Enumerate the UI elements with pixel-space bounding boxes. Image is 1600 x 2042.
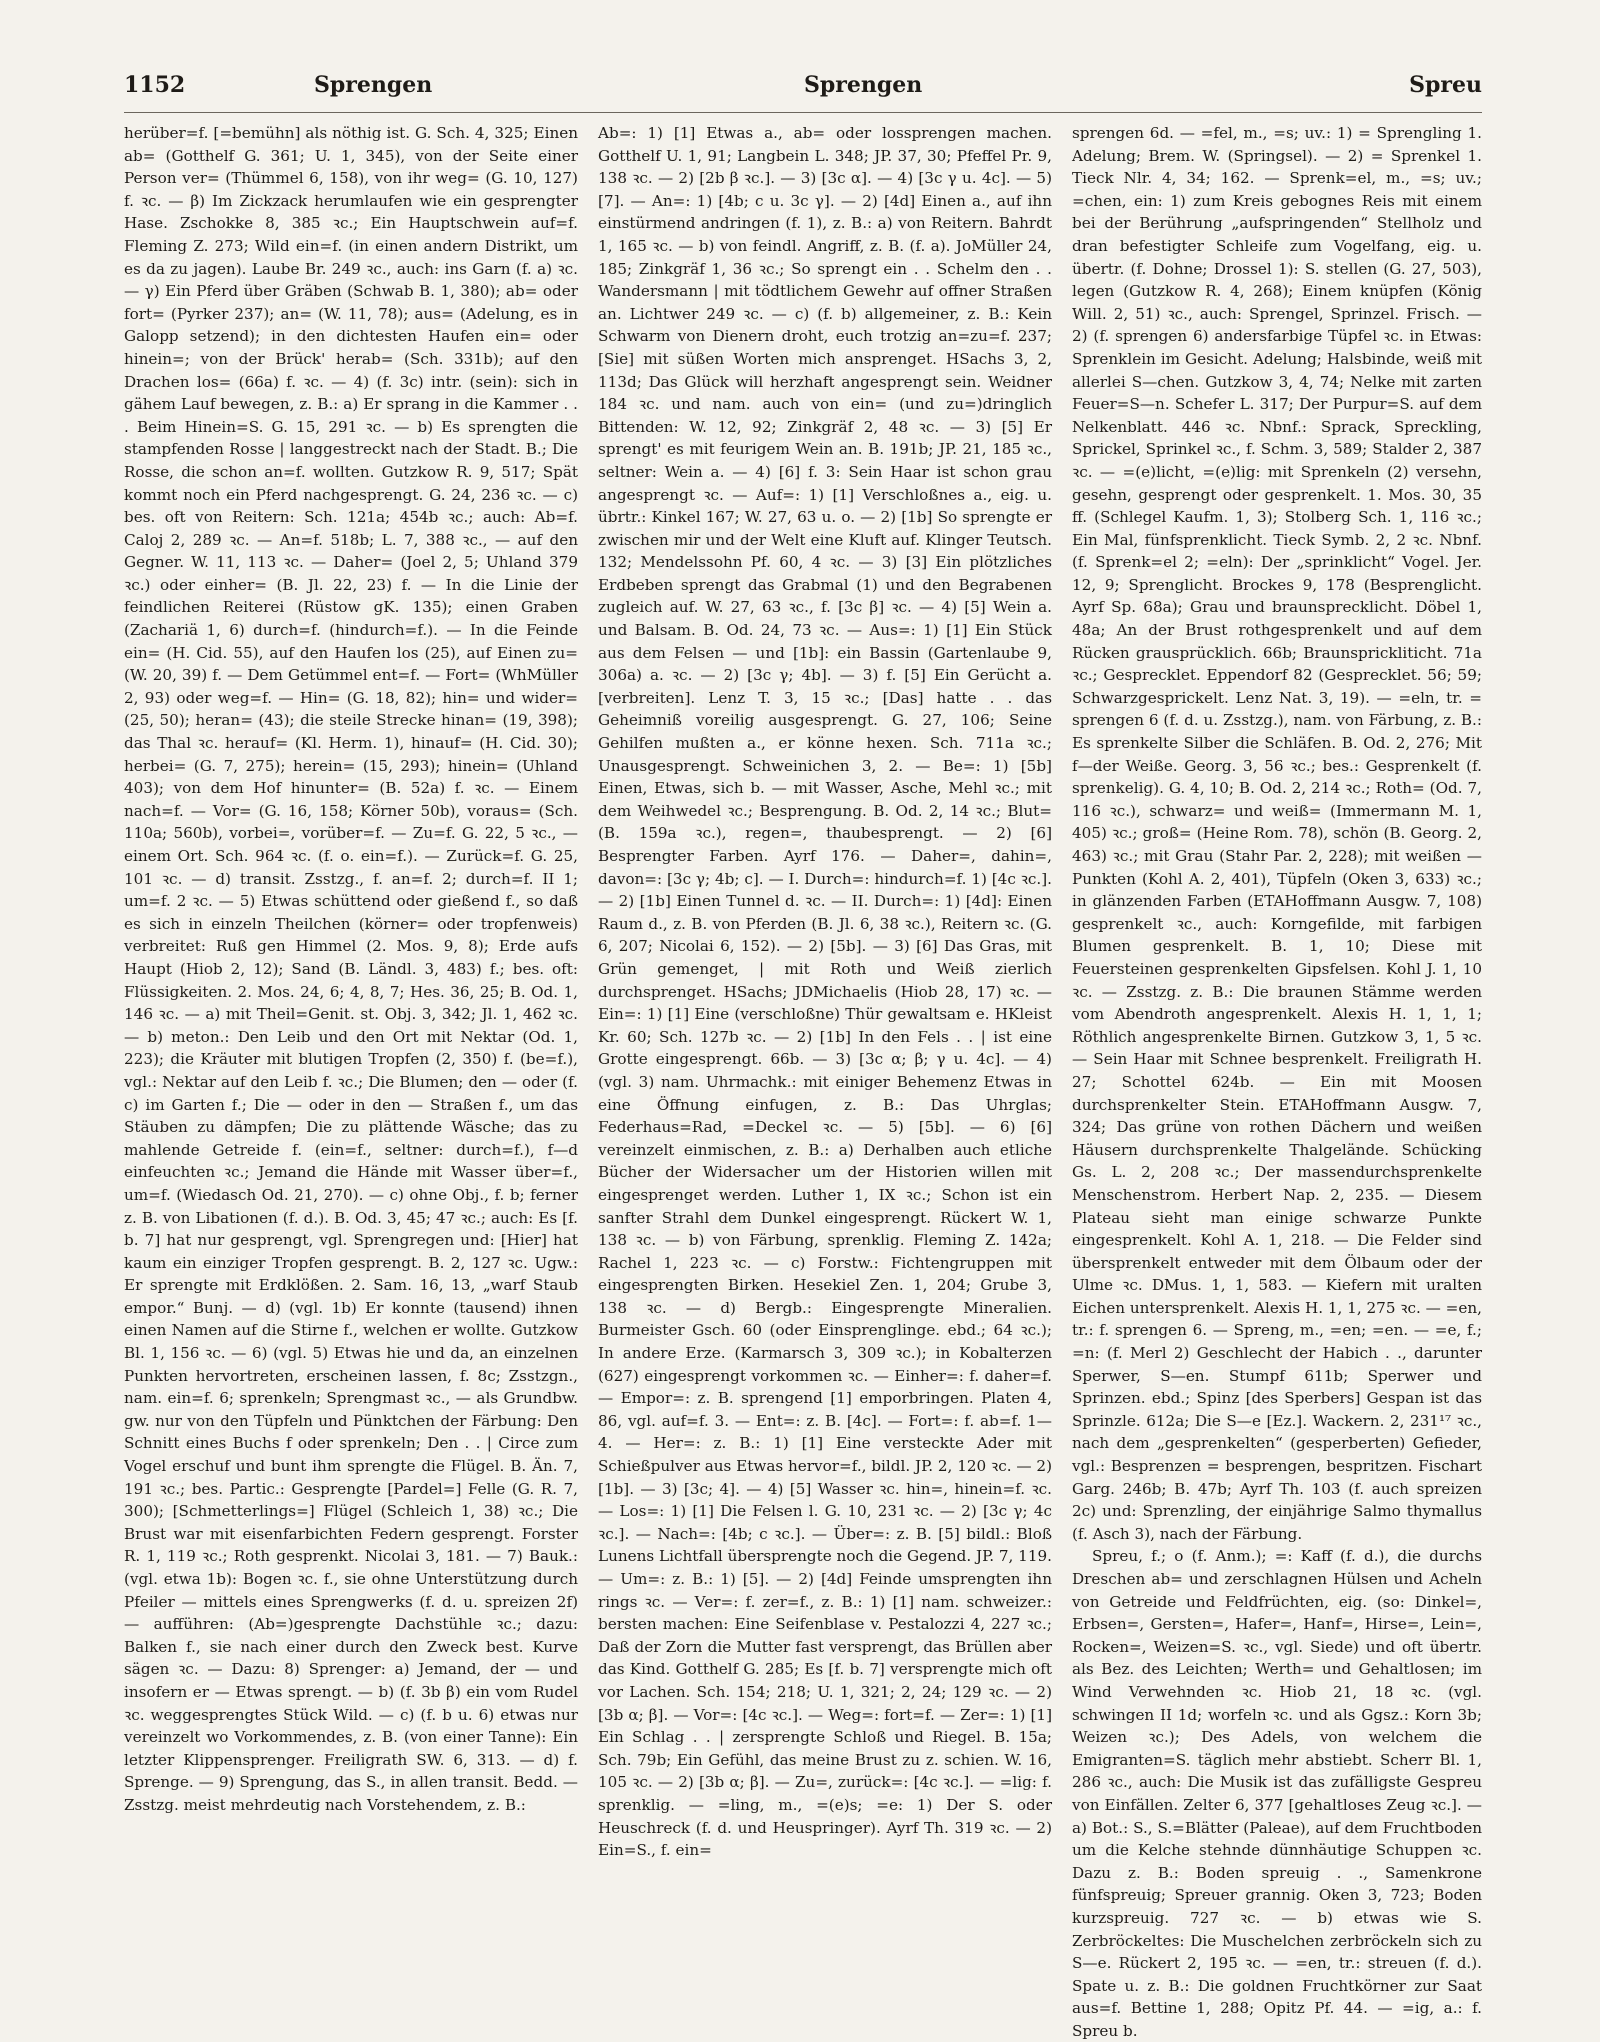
text-column-3	[1072, 122, 1483, 2040]
header-left-catchword: Sprengen	[314, 72, 433, 98]
entry-paragraph: herüber=f. [=bemühn] als nöthig ist. G. Sch. 4, 325; Einen ab= (Gotthelf G. 361; U. 1, 345), von der Seite einer Person ver= (Thümmel 6, 158), von ihr weg= (G. 10, 127) f. ꝛc. — β) Im Zickzack herumlaufen wie ein gesprengter Hase. Zschokke 8, 385 ꝛc.; Ein Hauptschwein auf=f. Fleming Z. 273; Wild ein=f. (in einen andern Distrikt, um es da zu jagen). Laube Br. 249 ꝛc., auch: ins Garn (f. a) ꝛc. — γ) Ein Pferd über Gräben (Schwab B. 1, 380); ab= oder fort= (Pyrker 237); an= (W. 11, 78); aus= (Adelung, es in Galopp setzend); in den dichtesten Haufen ein= oder hinein=; von der Brück' herab= (Sch. 331b); auf den Drachen los= (66a) f. ꝛc. — 4) (f. 3c) intr. (sein): sich in gähem Lauf bewegen, z. B.: a) Er sprang in die Kammer . . . Beim Hinein=S. G. 15, 291 ꝛc. — b) Es sprengten die stampfenden Rosse | langgestreckt nach der Stadt. B.; Die Rosse, die schon an=f. wollten. Gutzkow R. 9, 517; Spät kommt noch ein Pferd nachgesprengt. G. 24, 236 ꝛc. — c) bes. oft von Reitern: Sch. 121a; 454b ꝛc.; auch: Ab=f. Caloj 2, 289 ꝛc. — An=f. 518b; L. 7, 388 ꝛc., — auf den Gegner. W. 11, 113 ꝛc. — Daher= (Joel 2, 5; Uhland 379 ꝛc.) oder einher= (B. Jl. 22, 23) f. — In die Linie der feindlichen Reiterei (Rüstow gK. 135); einen Graben (Zachariä 1, 6) durch=f. (hindurch=f.). — In die Feinde ein= (H. Cid. 55), auf den Haufen los (25), auf Einen zu= (W. 20, 39) f. — Dem Getümmel ent=f. — Fort= (WhMüller 2, 93) oder weg=f. — Hin= (G. 18, 82); hin= und wider= (25, 50); heran= (43); die steile Strecke hinan= (19, 398); das Thal ꝛc. herauf= (Kl. Herm. 1), hinauf= (H. Cid. 30); herbei= (G. 7, 275); herein= (15, 293); hinein= (Uhland 403); von dem Hof hinunter= (B. 52a) f. ꝛc. — Einem nach=f. — Vor= (G. 16, 158; Körner 50b), voraus= (Sch. 110a; 560b), vorbei=, vorüber=f. — Zu=f. G. 22, 5 ꝛc., — einem Ort. Sch. 964 ꝛc. (f. o. ein=f.). — Zurück=f. G. 25, 101 ꝛc. — d) transit. Zsstzg., f. an=f. 2; durch=f. II 1; um=f. 2 ꝛc. — 5) Etwas schüttend oder gießend f., so daß es sich in einzeln Theilchen (körner= oder tropfenweis) verbreitet: Ruß gen Himmel (2. Mos. 9, 8); Erde aufs Haupt (Hiob 2, 12); Sand (B. Ländl. 3, 483) f.; bes. oft: Flüssigkeiten. 2. Mos. 24, 6; 4, 8, 7; Hes. 36, 25; B. Od. 1, 146 ꝛc. — a) mit Theil=Genit. st. Obj. 3, 342; Jl. 1, 462 ꝛc. — b) meton.: Den Leib und den Ort mit Nektar (Od. 1, 223); die Kräuter mit blutigen Tropfen (2, 350) f. (be=f.), vgl.: Nektar auf den Leib f. ꝛc.; Die Blumen; den — oder (f. c) im Garten f.; Die — oder in den — Straßen f., um das Stäuben zu dämpfen; Die zu plättende Wäsche; das zu mahlende Getreide f. (ein=f., seltner: durch=f.), f—d einfeuchten ꝛc.; Jemand die Hände mit Wasser über=f., um=f. (Wiedasch Od. 21, 270). — c) ohne Obj., f. b; ferner z. B. von Libationen (f. d.). B. Od. 3, 45; 47 ꝛc.; auch: Es [f. b. 7] hat nur gesprengt, vgl. Sprengregen und: [Hier] hat kaum ein einziger Tropfen gesprengt. B. 2, 127 ꝛc. Ugw.: Er sprengte mit Erdklößen. 2. Sam. 16, 13, „warf Staub empor.“ Bunj. — d) (vgl. 1b) Er konnte (tausend) ihnen einen Namen auf die Stirne f., welchen er wollte. Gutzkow Bl. 1, 156 ꝛc. — 6) (vgl. 5) Etwas hie und da, an einzelnen Punkten hervortreten, erscheinen lassen, f. 8c; Zsstzgn., nam. ein=f. 6; sprenkeln; Sprengmast ꝛc., — als Grundbw. gw. nur von den Tüpfeln und Pünktchen der Färbung: Den Schnitt eines Buchs f oder sprenkeln; Den . . | Circe zum Vogel erschuf und bunt ihm sprengte die Flügel. B. Än. 7, 191 ꝛc.; bes. Partic.: Gesprengte [Pardel=] Felle (G. R. 7, 300); [Schmetterlings=] Flügel (Schleich 1, 38) ꝛc.; Die Brust war mit eisenfarbichten Federn gesprengt. Forster R. 1, 119 ꝛc.; Roth gesprenkt. Nicolai 3, 181. — 7) Bauk.: (vgl. etwa 1b): Bogen ꝛc. f., sie ohne Unterstützung durch Pfeiler — mittels eines Sprengwerks (f. d. u. spreizen 2f) — aufführen: (Ab=)gesprengte Dachstühle ꝛc.; dazu: Balken f., sie nach einer durch den Zweck best. Kurve sägen ꝛc. — Dazu: 8) Sprenger: a) Jemand, der — und insofern er — Etwas sprengt. — b) (f. 3b β) ein vom Rudel ꝛc. weggesprengtes Stück Wild. — c) (f. b u. 6) etwas nur vereinzelt wo Vorkommendes, z. B. (von einer Tanne): Ein letzter Klippensprenger. Freiligrath SW. 6, 313. — d) f. Sprenge. — 9) Sprengung, das S., in allen transit. Bedd. — Zsstzg. meist mehrdeutig nach Vorstehendem, z. B.:	[124, 124, 578, 1814]
header-right-catchword: Spreu	[1409, 72, 1482, 98]
header-rule	[124, 112, 1482, 113]
text-column-1	[124, 122, 578, 2002]
entry-paragraph: sprengen 6d. — =fel, m., =s; uv.: 1) = Sprengling 1. Adelung; Brem. W. (Springsel). — 2) = Sprenkel 1. Tieck Nlr. 4, 34; 162. — Sprenk=el, m., =s; uv.; =chen, ein: 1) zum Kreis gebognes Reis mit einem bei der Berührung „aufspringenden“ Stellholz und dran befestigter Schleife zum Vogelfang, eig. u. übertr. (f. Dohne; Drossel 1): S. stellen (G. 27, 503), legen (Gutzkow R. 4, 268); Einem knüpfen (König Will. 2, 51) ꝛc., auch: Sprengel, Sprinzel. Frisch. — 2) (f. sprengen 6) andersfarbige Tüpfel ꝛc. in Etwas: Sprenklein im Gesicht. Adelung; Halsbinde, weiß mit allerlei S—chen. Gutzkow 3, 4, 74; Nelke mit zarten Feuer=S—n. Schefer L. 317; Der Purpur=S. auf dem Nelkenblatt. 446 ꝛc. Nbnf.: Sprack, Spreckling, Sprickel, Sprinkel ꝛc., f. Schm. 3, 589; Stalder 2, 387 ꝛc. — =(e)licht, =(e)lig: mit Sprenkeln (2) versehn, gesehn, gesprengt oder gesprenkelt. 1. Mos. 30, 35 ff. (Schlegel Kaufm. 1, 3); Stolberg Sch. 1, 116 ꝛc.; Ein Mal, fünfsprenklicht. Tieck Symb. 2, 2 ꝛc. Nbnf. (f. Sprenk=el 2; =eln): Der „sprinklicht“ Vogel. Jer. 12, 9; Sprenglicht. Brockes 9, 178 (Besprenglicht. Ayrf Sp. 68a); Grau und braunsprecklicht. Döbel 1, 48a; An der Brust rothgesprenkelt und auf dem Rücken grausprücklich. 66b; Braunsprickliticht. 71a ꝛc.; Gesprecklet. Eppendorf 82 (Gesprecklet. 56; 59; Schwarzgesprickelt. Lenz Nat. 3, 19). — =eln, tr. = sprengen 6 (f. d. u. Zsstzg.), nam. von Färbung, z. B.: Es sprenkelte Silber die Schläfen. B. Od. 2, 276; Mit f—der Weiße. Georg. 3, 56 ꝛc.; bes.: Gesprenkelt (f. sprenkelig). G. 4, 10; B. Od. 2, 214 ꝛc.; Roth= (Od. 7, 116 ꝛc.), schwarz= und weiß= (Immermann M. 1, 405) ꝛc.; groß= (Heine Rom. 78), schön (B. Georg. 2, 463) ꝛc.; mit Grau (Stahr Par. 2, 228); mit weißen — Punkten (Kohl A. 2, 401), Tüpfeln (Oken 3, 633) ꝛc.; in glänzenden Farben (ETAHoffmann Ausgw. 7, 108) gesprenkelt ꝛc., auch: Korngefilde, mit farbigen Blumen gesprenkelt. B. 1, 10; Diese mit Feuersteinen gesprenkelten Gipsfelsen. Kohl J. 1, 10 ꝛc. — Zsstzg. z. B.: Die braunen Stämme werden vom Abendroth angesprenkelt. Alexis H. 1, 1, 1; Röthlich angesprenkelte Birnen. Gutzkow 3, 1, 5 ꝛc. — Sein Haar mit Schnee besprenkelt. Freiligrath H. 27; Schottel 624b. — Ein mit Moosen durchsprenkelter Stein. ETAHoffmann Ausgw. 7, 324; Das grüne von rothen Dächern und weißen Häusern durchsprenkelte Thalgelände. Schücking Gs. L. 2, 208 ꝛc.; Der massendurchsprenkelte Menschenstrom. Herbert Nap. 2, 235. — Diesem Plateau sieht man einige schwarze Punkte eingesprenkelt. Kohl A. 1, 218. — Die Felder sind übersprenkelt entweder mit dem Ölbaum oder der Ulme ꝛc. DMus. 1, 1, 583. — Kiefern mit uralten Eichen untersprenkelt. Alexis H. 1, 1, 275 ꝛc. — =en, tr.: f. sprengen 6. — Spreng, m., =en; =en. — =e, f.; =n: (f. Merl 2) Geschlecht der Habich . ., darunter Sperwer, S—en. Stumpf 611b; Sperwer und Sprinzen. ebd.; Spinz [des Sperbers] Gespan ist das Sprinzle. 612a; Die S—e [Ez.]. Wackern. 2, 231¹⁷ ꝛc., nach dem „gesprenkelten“ (gesperberten) Gefieder, vgl.: Besprenzen = besprengen, bespritzen. Fischart Garg. 246b; B. 47b; Ayrf Th. 103 (f. auch spreizen 2c) und: Sprenzling, der einjährige Salmo thymallus (f. Asch 3), nach der Färbung.	[1072, 124, 1483, 1543]
entry-paragraph: Ab=: 1) [1] Etwas a., ab= oder lossprengen machen. Gotthelf U. 1, 91; Langbein L. 348; JP. 37, 30; Pfeffel Pr. 9, 138 ꝛc. — 2) [2b β ꝛc.]. — 3) [3c α]. — 4) [3c γ u. 4c]. — 5) [7]. — An=: 1) [4b; c u. 3c γ]. — 2) [4d] Einen a., auf ihn einstürmend andringen (f. 1), z. B.: a) von Reitern. Bahrdt 1, 165 ꝛc. — b) von feindl. Angriff, z. B. (f. a). JoMüller 24, 185; Zinkgräf 1, 36 ꝛc.; So sprengt ein . . Schelm den . . Wandersmann | mit tödtlichem Gewehr auf offner Straßen an. Lichtwer 249 ꝛc. — c) (f. b) allgemeiner, z. B.: Kein Schwarm von Dienern droht, euch trotzig an=zu=f. 237; [Sie] mit süßen Worten mich ansprenget. HSachs 3, 2, 113d; Das Glück will herzhaft angesprengt sein. Weidner 184 ꝛc. und nam. auch von ein= (und zu=)dringlich Bittenden: W. 12, 92; Zinkgräf 2, 48 ꝛc. — 3) [5] Er sprengt' es mit feurigem Wein an. B. 191b; JP. 21, 185 ꝛc., seltner: Wein a. — 4) [6] f. 3: Sein Haar ist schon grau angesprengt ꝛc. — Auf=: 1) [1] Verschloßnes a., eig. u. übrtr.: Kinkel 167; W. 27, 63 u. o. — 2) [1b] So sprengte er zwischen mir und der Welt eine Kluft auf. Klinger Teutsch. 132; Mendelssohn Pf. 60, 4 ꝛc. — 3) [3] Ein plötzliches Erdbeben sprengt das Grabmal (1) und den Begrabenen zugleich auf. W. 27, 63 ꝛc., f. [3c β] ꝛc. — 4) [5] Wein a. und Balsam. B. Od. 24, 73 ꝛc. — Aus=: 1) [1] Ein Stück aus dem Felsen — und [1b]: ein Bassin (Gartenlaube 9, 306a) a. ꝛc. — 2) [3c γ; 4b]. — 3) f. [5] Ein Gerücht a. [verbreiten]. Lenz T. 3, 15 ꝛc.; [Das] hatte . . das Geheimniß voreilig ausgesprengt. G. 27, 106; Seine Gehilfen mußten a., er könne hexen. Sch. 711a ꝛc.; Unausgesprengt. Schweinichen 3, 2. — Be=: 1) [5b] Einen, Etwas, sich b. — mit Wasser, Asche, Mehl ꝛc.; mit dem Weihwedel ꝛc.; Besprengung. B. Od. 2, 14 ꝛc.; Blut= (B. 159a ꝛc.), regen=, thaubesprengt. — 2) [6] Besprengter Farben. Ayrf 176. — Daher=, dahin=, davon=: [3c γ; 4b; c]. — I. Durch=: hindurch=f. 1) [4c ꝛc.]. — 2) [1b] Einen Tunnel d. ꝛc. — II. Durch=: 1) [4d]: Einen Raum d., z. B. von Pferden (B. Jl. 6, 38 ꝛc.), Reitern ꝛc. (G. 6, 207; Nicolai 6, 152). — 2) [5b]. — 3) [6] Das Gras, mit Grün gemenget, | mit Roth und Weiß zierlich durchsprenget. HSachs; JDMichaelis (Hiob 28, 17) ꝛc. — Ein=: 1) [1] Eine (verschloßne) Thür gewaltsam e. HKleist Kr. 60; Sch. 127b ꝛc. — 2) [1b] In den Fels . . | ist eine Grotte eingesprengt. 66b. — 3) [3c α; β; γ u. 4c]. — 4) (vgl. 3) nam. Uhrmachk.: mit einiger Behemenz Etwas in eine Öffnung einfugen, z. B.: Das Uhrglas; Federhaus=Rad, =Deckel ꝛc. — 5) [5b]. — 6) [6] vereinzelt einmischen, z. B.: a) Derhalben auch etliche Bücher der Widersacher um der Historien willen mit eingesprenget werden. Luther 1, IX ꝛc.; Schon ist ein sanfter Strahl dem Dunkel eingesprengt. Rückert W. 1, 138 ꝛc. — b) von Färbung, sprenklig. Fleming Z. 142a; Rachel 1, 223 ꝛc. — c) Forstw.: Fichtengruppen mit eingesprengten Birken. Hesekiel Zen. 1, 204; Grube 3, 138 ꝛc. — d) Bergb.: Eingesprengte Mineralien. Burmeister Gsch. 60 (oder Einsprenglinge. ebd.; 64 ꝛc.); In andere Erze. (Karmarsch 3, 309 ꝛc.); in Kobalterzen (627) eingesprengt vorkommen ꝛc. — Einher=: f. daher=f. — Empor=: z. B. sprengend [1] emporbringen. Platen 4, 86, vgl. auf=f. 3. — Ent=: z. B. [4c]. — Fort=: f. ab=f. 1—4. — Her=: z. B.: 1) [1] Eine versteckte Ader mit Schießpulver aus Etwas hervor=f., bildl. JP. 2, 120 ꝛc. — 2) [1b]. — 3) [3c; 4]. — 4) [5] Wasser ꝛc. hin=, hinein=f. ꝛc. — Los=: 1) [1] Die Felsen l. G. 10, 231 ꝛc. — 2) [3c γ; 4c ꝛc.]. — Nach=: [4b; c ꝛc.]. — Über=: z. B. [5] bildl.: Bloß Lunens Lichtfall übersprengte noch die Gegend. JP. 7, 119. — Um=: z. B.: 1) [5]. — 2) [4d] Feinde umsprengten ihn rings ꝛc. — Ver=: f. zer=f., z. B.: 1) [1] nam. schweizer.: bersten machen: Eine Seifenblase v. Pestalozzi 4, 227 ꝛc.; Daß der Zorn die Mutter fast versprengt, das Brüllen aber das Kind. Gotthelf G. 285; Es [f. b. 7] versprengte mich oft vor Lachen. Sch. 154; 218; U. 1, 321; 2, 24; 129 ꝛc. — 2) [3b α; β]. — Vor=: [4c ꝛc.]. — Weg=: fort=f. — Zer=: 1) [1] Ein Schlag . . | zersprengte Schloß und Riegel. B. 15a; Sch. 79b; Ein Gefühl, das meine Brust zu z. schien. W. 16, 105 ꝛc. — 2) [3b α; β]. — Zu=, zurück=: [4c ꝛc.]. — =lig: f. sprenklig. — =ling, m., =(e)s; =e: 1) Der S. oder Heuschreck (f. d. und Heuspringer). Ayrf Th. 319 ꝛc. — 2) Ein=S., f. ein=	[598, 124, 1052, 1860]
header-center-catchword: Sprengen	[804, 72, 923, 98]
page-number: 1152	[124, 72, 186, 98]
text-column-2	[598, 122, 1052, 2002]
running-header	[124, 72, 1482, 112]
entry-spreu: Spreu, f.; o (f. Anm.); =: Kaff (f. d.), die durchs Dreschen ab= und zerschlagnen Hülsen und Acheln von Getreide und Feldfrüchten, eig. (so: Dinkel=, Erbsen=, Gersten=, Hafer=, Hanf=, Hirse=, Lein=, Rocken=, Weizen=S. ꝛc., vgl. Siede) und oft übertr. als Bez. des Leichten; Werth= und Gehaltlosen; im Wind Verwehnden ꝛc. Hiob 21, 18 ꝛc. (vgl. schwingen II 1d; worfeln ꝛc. und als Ggsz.: Korn 3b; Weizen ꝛc.); Des Adels, von welchem die Emigranten=S. täglich mehr abstiebt. Scherr Bl. 1, 286 ꝛc., auch: Die Musik ist das zufälligste Gespreu von Einfällen. Zelter 6, 377 [gehaltloses Zeug ꝛc.]. — a) Bot.: S., S.=Blätter (Paleae), auf dem Fruchtboden um die Kelche stehnde dünnhäutige Schuppen ꝛc. Dazu z. B.: Boden spreuig . ., Samenkrone fünfspreuig; Spreuer grannig. Oken 3, 723; Boden kurzspreuig. 727 ꝛc. — b) etwas wie S. Zerbröckeltes: Die Muschelchen zerbröckeln sich zu S—e. Rückert 2, 195 ꝛc. — =en, tr.: streuen (f. d.). Spate u. z. B.: Die goldnen Fruchtkörner zur Saat aus=f. Bettine 1, 288; Opitz Pf. 44. — =ig, a.: f. Spreu b.	[1072, 1547, 1482, 2040]
